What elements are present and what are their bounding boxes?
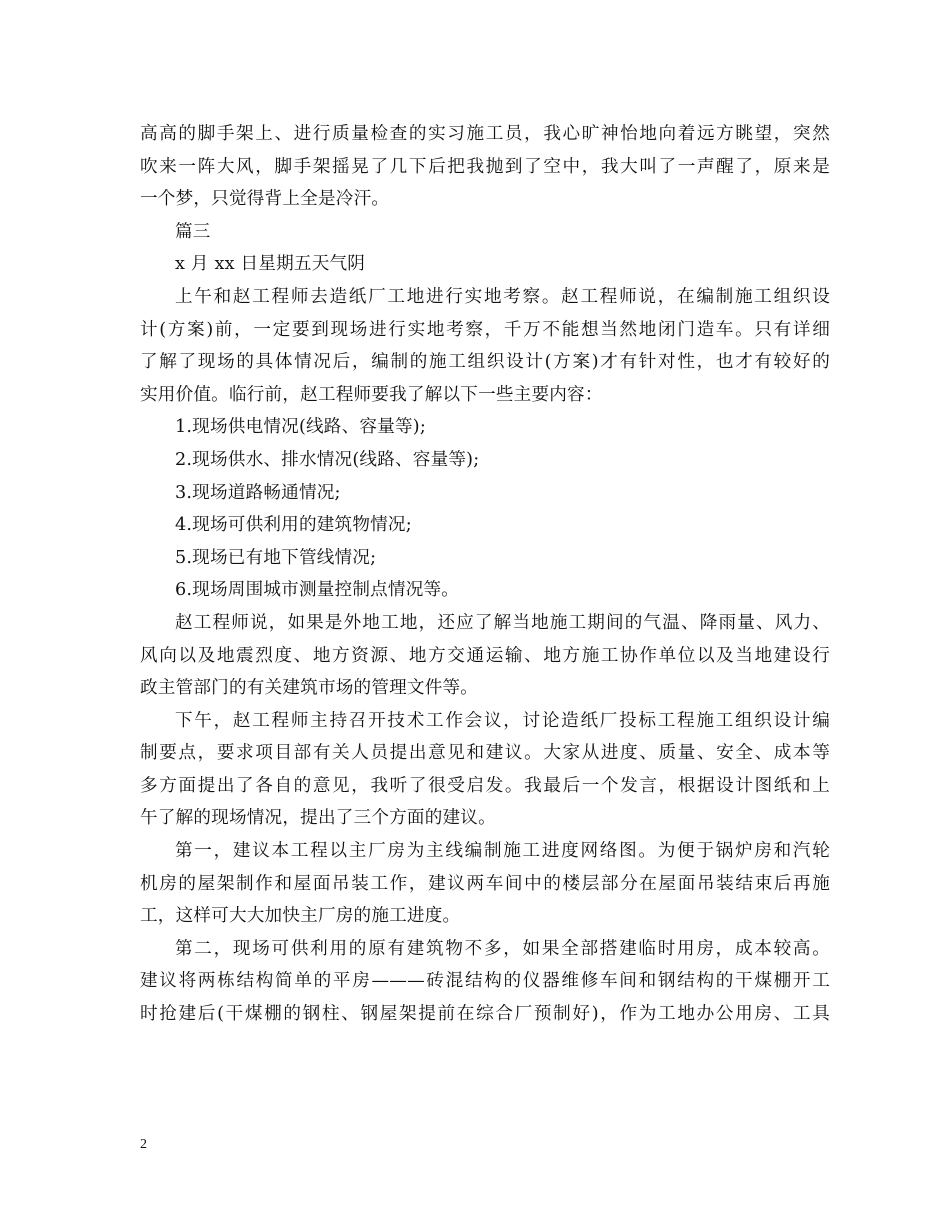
text-line: 午了解的现场情况，提出了三个方面的建议。: [140, 808, 496, 829]
text-line: 第二，现场可供利用的原有建筑物不多，如果全部搭建临时用房，成本较高。: [175, 938, 830, 959]
diary-date-line: x 月 xx 日星期五天气阴: [175, 254, 366, 275]
text-line: 了解了现场的具体情况后，编制的施工组织设计(方案)才有针对性，也才有较好的: [140, 352, 830, 373]
text-line: 建议将两栋结构简单的平房———砖混结构的仪器维修车间和钢结构的干煤棚开工: [140, 971, 830, 992]
text-line: 风向以及地震烈度、地方资源、地方交通运输、地方施工协作单位以及当地建设行: [140, 645, 830, 666]
list-item: 5.现场已有地下管线情况;: [175, 547, 377, 568]
text-line: 计(方案)前，一定要到现场进行实地考察，千万不能想当然地闭门造车。只有详细: [140, 319, 830, 340]
text-line: 实用价值。临行前，赵工程师要我了解以下一些主要内容：: [140, 384, 603, 405]
text-line: 吹来一阵大风，脚手架摇晃了几下后把我抛到了空中，我大叫了一声醒了，原来是: [140, 156, 830, 177]
list-item: 1.现场供电情况(线路、容量等);: [175, 417, 426, 438]
text-line: 制要点，要求项目部有关人员提出意见和建议。大家从进度、质量、安全、成本等: [140, 743, 830, 764]
section-heading: 篇三: [175, 221, 211, 242]
document-body: [140, 118, 830, 1031]
page-number: 2: [140, 1137, 147, 1152]
list-item: 3.现场道路畅通情况;: [175, 482, 341, 503]
text-line: 政主管部门的有关建筑市场的管理文件等。: [140, 678, 479, 699]
text-line: 下午，赵工程师主持召开技术工作会议，讨论造纸厂投标工程施工组织设计编: [175, 710, 830, 731]
list-item: 4.现场可供利用的建筑物情况;: [175, 515, 412, 536]
text-line: 机房的屋架制作和屋面吊装工作，建议两车间中的楼层部分在屋面吊装结束后再施: [140, 873, 830, 894]
text-line: 高高的脚手架上、进行质量检查的实习施工员，我心旷神怡地向着远方眺望，突然: [140, 124, 830, 144]
text-line: 第一，建议本工程以主厂房为主线编制施工进度网络图。为便于锅炉房和汽轮: [175, 841, 830, 862]
text-line: 多方面提出了各自的意见，我听了很受启发。我最后一个发言，根据设计图纸和上: [140, 775, 830, 796]
text-line: 工，这样可大大加快主厂房的施工进度。: [140, 906, 461, 927]
text-line: 时抢建后(干煤棚的钢柱、钢屋架提前在综合厂预制好)，作为工地办公用房、工具: [140, 1004, 830, 1025]
text-line: 赵工程师说，如果是外地工地，还应了解当地施工期间的气温、降雨量、风力、: [175, 612, 830, 633]
list-item: 6.现场周围城市测量控制点情况等。: [175, 580, 460, 601]
text-line: 一个梦，只觉得背上全是冷汗。: [140, 189, 390, 210]
text-line: 上午和赵工程师去造纸厂工地进行实地考察。赵工程师说，在编制施工组织设: [175, 286, 830, 307]
list-item: 2.现场供水、排水情况(线路、容量等);: [175, 449, 480, 470]
